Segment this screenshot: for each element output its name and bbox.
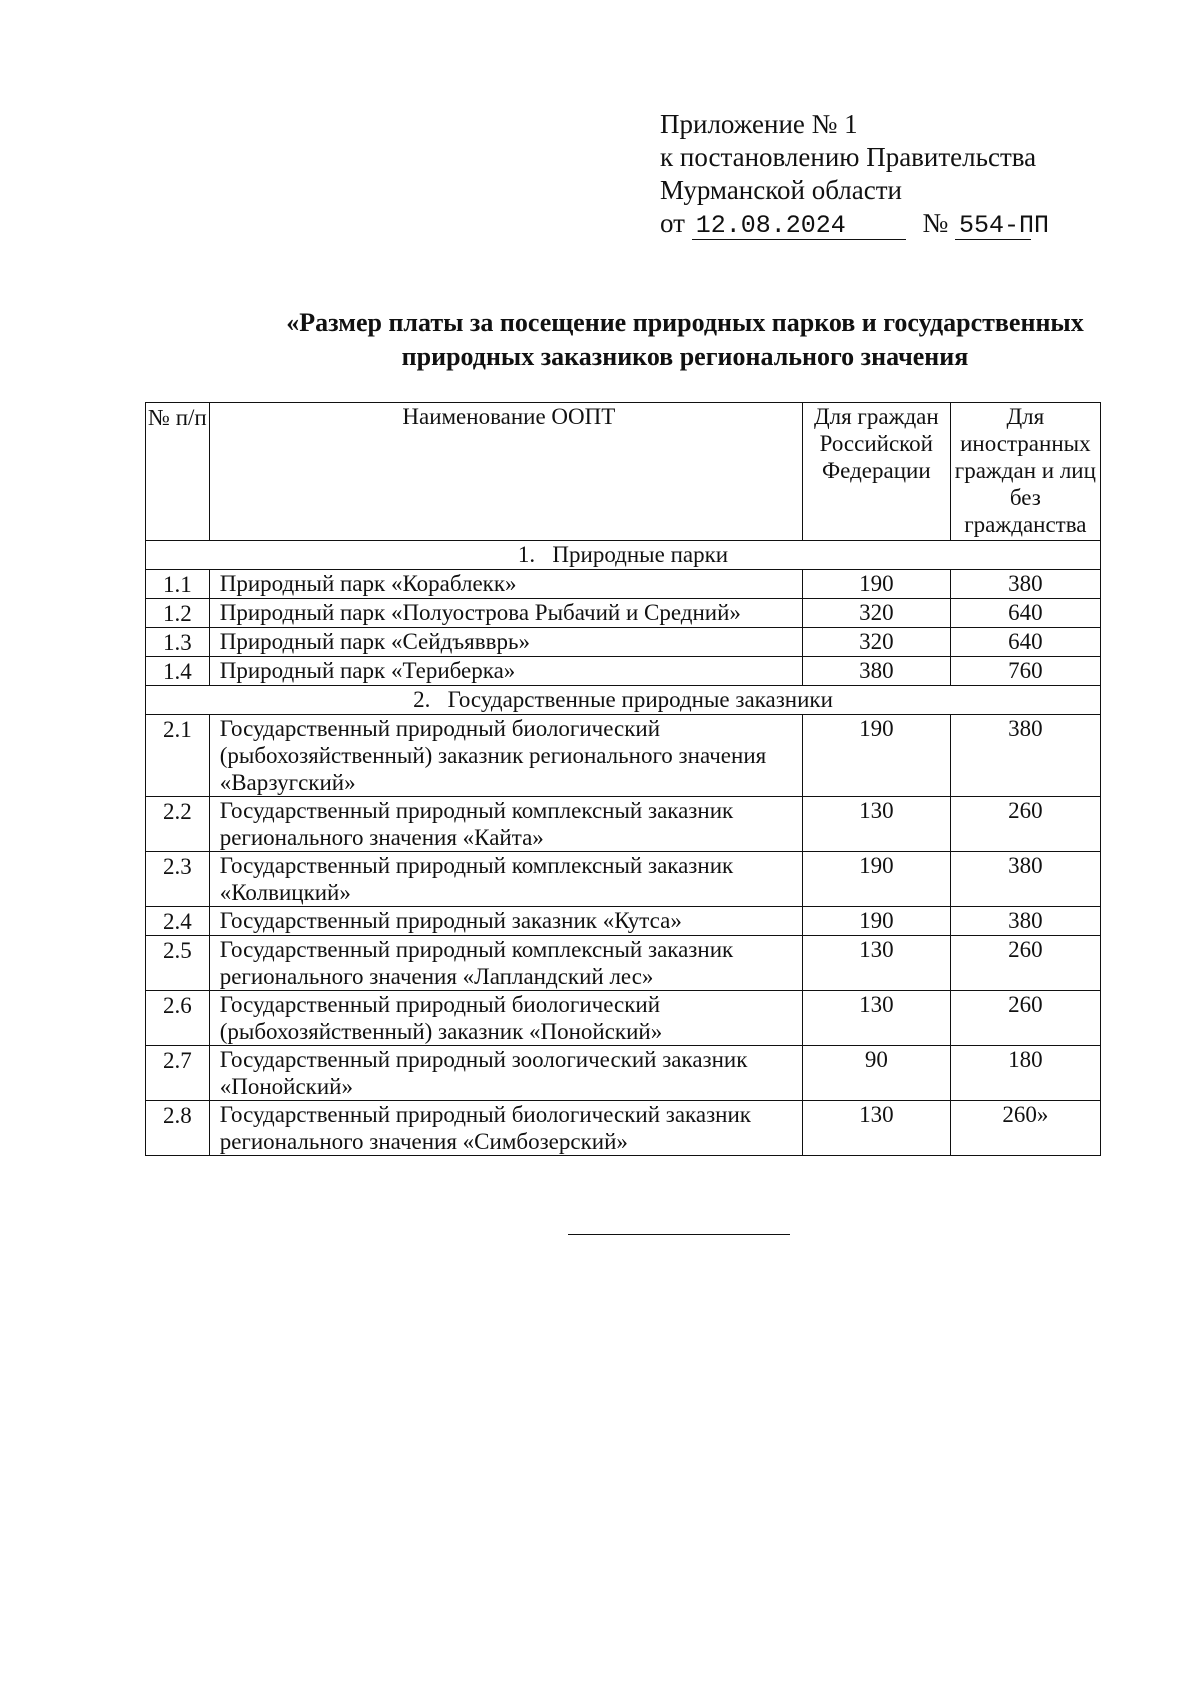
attachment-line-2: к постановлению Правительства (660, 142, 1037, 172)
row-name: Государственный природный комплексный заказник «Колвицкий» (209, 852, 802, 907)
signature-line (568, 1234, 790, 1235)
number-label: № (922, 208, 949, 238)
attachment-line-1: Приложение № 1 (660, 109, 858, 139)
row-number: 2.6 (146, 991, 210, 1046)
row-fee-foreigners: 640 (950, 628, 1100, 657)
table-row (146, 570, 1101, 599)
row-number: 2.7 (146, 1046, 210, 1101)
row-fee-foreigners: 380 (950, 715, 1100, 797)
table-row (146, 991, 1101, 1046)
row-name: Государственный природный биологический заказник регионального значения «Симбозерский» (209, 1101, 802, 1156)
section-title: 2. Государственные природные заказники (146, 686, 1101, 715)
table-section-row (146, 686, 1101, 715)
table-row (146, 797, 1101, 852)
row-name: Природный парк «Полуострова Рыбачий и Средний» (209, 599, 802, 628)
row-fee-citizens: 190 (802, 907, 950, 936)
row-number: 2.2 (146, 797, 210, 852)
row-fee-foreigners: 260 (950, 936, 1100, 991)
row-fee-foreigners: 380 (950, 852, 1100, 907)
row-name: Государственный природный комплексный заказник регионального значения «Кайта» (209, 797, 802, 852)
row-number: 1.3 (146, 628, 210, 657)
decree-date: 12.08.2024 (692, 213, 906, 240)
table-row (146, 907, 1101, 936)
table-header-row (146, 403, 1101, 541)
row-name: Государственный природный зоологический заказник «Понойский» (209, 1046, 802, 1101)
table-row (146, 1046, 1101, 1101)
row-fee-foreigners: 380 (950, 907, 1100, 936)
row-fee-citizens: 190 (802, 715, 950, 797)
header-foreigners: Для иностранных граждан и лиц без гражданства (950, 403, 1100, 541)
row-name: Государственный природный заказник «Кутса» (209, 907, 802, 936)
table-section-row (146, 541, 1101, 570)
row-fee-foreigners: 260» (950, 1101, 1100, 1156)
row-fee-citizens: 90 (802, 1046, 950, 1101)
attachment-line-4 (660, 207, 1049, 240)
table-row (146, 715, 1101, 797)
header-num: № п/п (146, 403, 210, 541)
table-row (146, 599, 1101, 628)
fees-table (145, 402, 1101, 1156)
table-row (146, 936, 1101, 991)
row-name: Природный парк «Сейдъявврь» (209, 628, 802, 657)
row-fee-foreigners: 760 (950, 657, 1100, 686)
table-row (146, 852, 1101, 907)
attachment-block (660, 108, 1049, 240)
row-number: 1.2 (146, 599, 210, 628)
row-name: Государственный природный комплексный заказник регионального значения «Лапландский лес» (209, 936, 802, 991)
row-number: 2.8 (146, 1101, 210, 1156)
row-fee-citizens: 130 (802, 991, 950, 1046)
decree-number: 554-ПП (955, 213, 1031, 240)
row-fee-foreigners: 260 (950, 797, 1100, 852)
header-name: Наименование ООПТ (209, 403, 802, 541)
title-line-1: «Размер платы за посещение природных парков и государственных (286, 308, 1084, 337)
row-fee-citizens: 380 (802, 657, 950, 686)
header-citizens: Для граждан Российской Федерации (802, 403, 950, 541)
row-fee-foreigners: 380 (950, 570, 1100, 599)
table-row (146, 657, 1101, 686)
row-number: 2.4 (146, 907, 210, 936)
row-fee-foreigners: 180 (950, 1046, 1100, 1101)
table-row (146, 1101, 1101, 1156)
row-fee-citizens: 190 (802, 570, 950, 599)
row-number: 2.5 (146, 936, 210, 991)
row-name: Природный парк «Кораблекк» (209, 570, 802, 599)
row-name: Государственный природный биологический (рыбохозяйственный) заказник регионального значения «Варзугский» (209, 715, 802, 797)
row-fee-citizens: 320 (802, 599, 950, 628)
row-name: Государственный природный биологический (рыбохозяйственный) заказник «Понойский» (209, 991, 802, 1046)
row-fee-citizens: 320 (802, 628, 950, 657)
row-fee-citizens: 130 (802, 1101, 950, 1156)
section-title: 1. Природные парки (146, 541, 1101, 570)
table-row (146, 628, 1101, 657)
row-fee-citizens: 130 (802, 936, 950, 991)
row-name: Природный парк «Териберка» (209, 657, 802, 686)
attachment-line-3: Мурманской области (660, 175, 902, 205)
from-label: от (660, 208, 685, 238)
title-line-2: природных заказников регионального значения (401, 342, 969, 371)
row-number: 1.1 (146, 570, 210, 599)
row-fee-citizens: 130 (802, 797, 950, 852)
row-fee-foreigners: 640 (950, 599, 1100, 628)
row-number: 2.3 (146, 852, 210, 907)
row-number: 2.1 (146, 715, 210, 797)
row-number: 1.4 (146, 657, 210, 686)
row-fee-foreigners: 260 (950, 991, 1100, 1046)
row-fee-citizens: 190 (802, 852, 950, 907)
document-title (240, 306, 1130, 374)
